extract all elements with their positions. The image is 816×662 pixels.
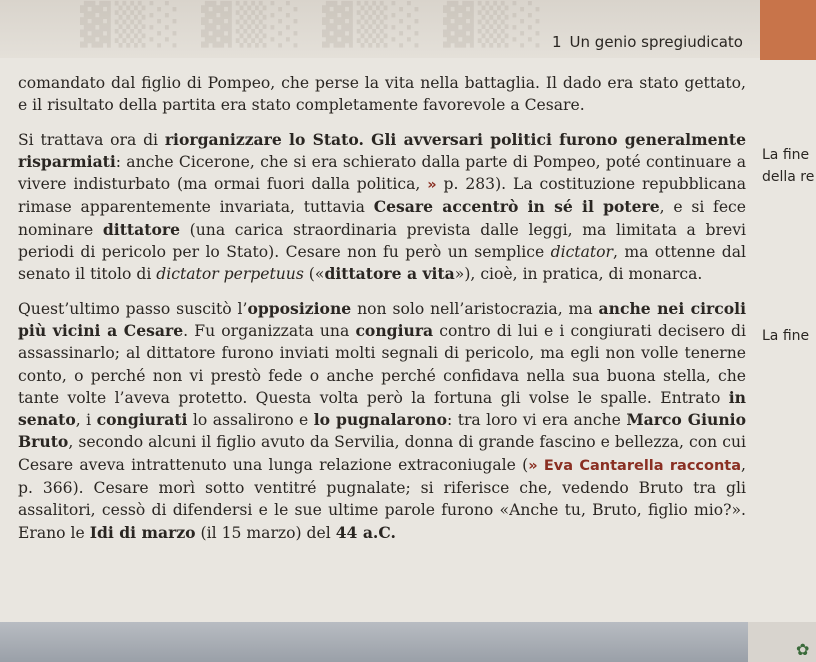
bold-term: dittatore [102, 219, 180, 239]
bold-term: anche nei circoli più vicini a Cesare [18, 298, 746, 340]
bold-term: riorganizzare lo Stato. Gli avversari politici furono generalmente risparmiati [18, 129, 746, 171]
bold-term: opposizione [247, 298, 352, 318]
text-run: : anche Cicerone, che si era schierato dalla parte di Pompeo, poté continuare a vivere indisturbato (ma ormai fuori dalla politica, [18, 152, 746, 194]
text-run: non solo nell’aristocrazia, ma [351, 299, 599, 318]
bold-term: 44 a.C. [335, 522, 396, 542]
bold-term: congiura [355, 320, 434, 340]
text-run: , i [75, 411, 97, 430]
header-decoration: ▓▒░ ▓▒░ ▓▒░ ▓▒░ [80, 2, 548, 48]
cross-reference: » [427, 177, 437, 194]
text-run: , secondo alcuni il figlio avuto da Servilia, donna di grande fascino e bellezza, con cui Cesare aveva intrattenuto una lunga relazione extraconiugale ( [18, 433, 746, 474]
text-run: (una carica straordinaria prevista dalle leggi, ma limitata a brevi periodi di pericolo per lo Stato). Cesare non fu però un semplice [18, 220, 746, 262]
side-note-1: La fine [762, 147, 810, 163]
text-run: lo assalirono e [187, 411, 314, 430]
text-run: p. 283). La costituzione repubblicana rimase apparentemente invariata, tuttavia [18, 175, 746, 217]
bold-term: Marco Giunio Bruto [18, 410, 746, 452]
cross-reference: » Eva Cantarella racconta [528, 457, 742, 474]
bold-term: dittatore a vita [324, 264, 455, 284]
page-header [0, 0, 816, 58]
chapter-number: 1 [552, 33, 562, 51]
text-run: contro di lui e i congiurati decisero di assassinarlo; al dittatore furono inviati molti segnali di pericolo, ma egli non volle tenerne conto, o perché non vi prestò fede o anche perché confidava nella sua buona stella, che tante volte l’aveva protetto. Questa volta però la fortuna gli volse le spalle. Entrato [18, 321, 747, 407]
text-run: , ma ottenne dal senato il titolo di [18, 243, 746, 284]
header-color-band [760, 0, 816, 60]
side-note-2: della re [762, 169, 815, 185]
text-run: : tra loro vi era anche [446, 411, 627, 430]
side-note-3: La fine [762, 328, 810, 344]
chapter-title: Un genio spregiudicato [569, 33, 743, 51]
bold-term: in senato [18, 387, 746, 430]
chapter-heading [552, 33, 743, 51]
paragraph-3 [18, 298, 746, 544]
text-run: (il 15 marzo) del [195, 523, 336, 542]
text-run: , e si fece nominare [18, 198, 747, 239]
bottom-image-strip [0, 622, 748, 662]
text-run: »), cioè, in pratica, di monarca. [454, 265, 703, 284]
text-run: . Fu organizzata una [183, 321, 356, 340]
text-run: Si trattava ora di [18, 130, 165, 149]
bold-term: congiurati [96, 410, 188, 430]
text-run: , p. 366). Cesare morì sotto ventitré pugnalate; si riferisce che, vedendo Bruto tra gli assalitori, cessò di difendersi e le sue ultime parole furono «Anche tu, Bruto, figlio mio?». Erano le [18, 455, 746, 542]
text-column [18, 72, 746, 556]
bold-term: Idi di marzo [89, 522, 196, 542]
italic-term: dictator [550, 243, 613, 262]
text-run: Quest’ultimo passo suscitò l’ [18, 299, 248, 318]
bold-term: Cesare accentrò in sé il potere [373, 197, 660, 217]
paragraph-2 [18, 129, 746, 286]
italic-term: dictator perpetuus [156, 265, 304, 284]
text-run: (« [303, 265, 325, 284]
leaf-icon: ✿ [796, 640, 810, 659]
text-run: comandato dal figlio di Pompeo, che perse la vita nella battaglia. Il dado era stato gettato, e il risultato della partita era stato completamente favorevole a Cesare. [18, 74, 746, 115]
paragraph-1 [18, 72, 746, 117]
bold-term: lo pugnalarono [313, 410, 447, 430]
